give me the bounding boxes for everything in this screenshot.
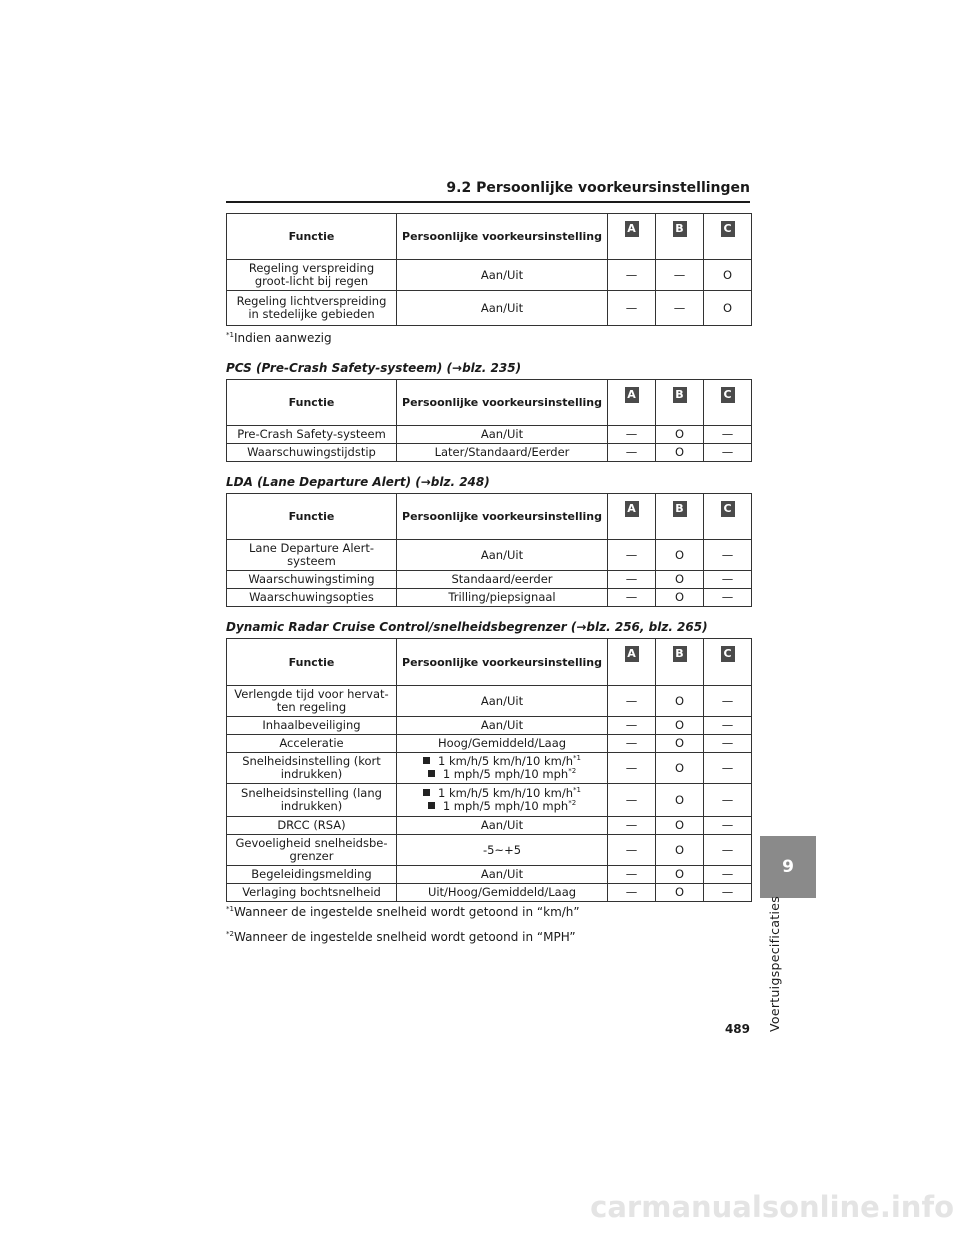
table-row: [227, 753, 752, 784]
lda-title: LDA (Lane Departure Alert) (→blz. 248): [226, 475, 490, 489]
table-row: [227, 444, 752, 462]
col-b-icon: B: [673, 221, 687, 237]
cell-b: O: [656, 835, 704, 866]
table-row: [227, 735, 752, 753]
cell-a: —: [608, 444, 656, 462]
footnote-mph: $^{*2}$Wanneer de ingestelde snelheid wordt getoond in “MPH”: [226, 930, 576, 944]
table-row: [227, 784, 752, 817]
chapter-tab: 9: [760, 836, 816, 898]
table-row: [227, 540, 752, 571]
cell-instelling: Aan/Uit: [397, 817, 608, 835]
cell-c: —: [704, 444, 752, 462]
cell-a: —: [608, 735, 656, 753]
header-functie: Functie: [227, 214, 397, 260]
cell-functie: Verlaging bochtsnelheid: [227, 884, 397, 902]
col-a-icon: A: [625, 221, 639, 237]
table-row: [227, 260, 752, 291]
cell-c: —: [704, 426, 752, 444]
cell-c: —: [704, 753, 752, 784]
cell-a: —: [608, 589, 656, 607]
cell-functie: Snelheidsinstelling (kort indrukken): [227, 753, 397, 784]
header-instelling: Persoonlijke voorkeursinstelling: [397, 639, 608, 686]
cell-a: —: [608, 817, 656, 835]
bullet-icon: [428, 770, 435, 777]
cell-instelling: Aan/Uit: [397, 260, 608, 291]
cell-b: O: [656, 589, 704, 607]
table-header-row: [227, 494, 752, 540]
cell-a: —: [608, 291, 656, 326]
cell-instelling: Aan/Uit: [397, 426, 608, 444]
cell-functie: Acceleratie: [227, 735, 397, 753]
header-rule: [226, 201, 750, 203]
cell-b: —: [656, 260, 704, 291]
cell-a: —: [608, 686, 656, 717]
cell-a: —: [608, 884, 656, 902]
table-header-row: [227, 639, 752, 686]
table-row: [227, 835, 752, 866]
col-b-icon: B: [673, 501, 687, 517]
drcc-table: [226, 638, 752, 902]
option-item: 1 km/h/5 km/h/10 $km/h^{*1}$: [401, 755, 603, 768]
watermark: carmanualsonline.info: [590, 1190, 954, 1224]
table-row: [227, 717, 752, 735]
cell-c: —: [704, 884, 752, 902]
header-functie: Functie: [227, 380, 397, 426]
col-a-icon: A: [625, 387, 639, 403]
lda-table: [226, 493, 752, 607]
cell-functie: Waarschuwingstiming: [227, 571, 397, 589]
cell-a: —: [608, 571, 656, 589]
cell-functie: Waarschuwingsopties: [227, 589, 397, 607]
cell-b: O: [656, 866, 704, 884]
cell-b: O: [656, 686, 704, 717]
table-header-row: [227, 380, 752, 426]
cell-b: O: [656, 817, 704, 835]
cell-instelling: Aan/Uit: [397, 686, 608, 717]
drcc-title: Dynamic Radar Cruise Control/snelheidsbegrenzer (→blz. 256, blz. 265): [226, 620, 708, 634]
cell-instelling: Standaard/eerder: [397, 571, 608, 589]
cell-functie: Snelheidsinstelling (lang indrukken): [227, 784, 397, 817]
table-row: [227, 571, 752, 589]
col-b-icon: B: [673, 387, 687, 403]
cell-functie: DRCC (RSA): [227, 817, 397, 835]
footnote-indien: $^{*1}$Indien aanwezig: [226, 331, 332, 345]
table-row: [227, 589, 752, 607]
cell-b: —: [656, 291, 704, 326]
pcs-table: [226, 379, 752, 462]
cell-a: —: [608, 866, 656, 884]
header-functie: Functie: [227, 639, 397, 686]
cell-c: —: [704, 589, 752, 607]
cell-instelling: [397, 784, 608, 817]
cell-a: —: [608, 426, 656, 444]
cell-c: —: [704, 784, 752, 817]
cell-instelling: Hoog/Gemiddeld/Laag: [397, 735, 608, 753]
cell-instelling: Aan/Uit: [397, 291, 608, 326]
cell-c: —: [704, 817, 752, 835]
cell-b: O: [656, 444, 704, 462]
cell-b: O: [656, 735, 704, 753]
option-item: 1 km/h/5 km/h/10 $km/h^{*1}$: [401, 787, 603, 800]
col-b-icon: B: [673, 646, 687, 662]
cell-functie: Regeling lichtverspreiding in stedelijke gebieden: [227, 291, 397, 326]
cell-a: —: [608, 753, 656, 784]
cell-c: O: [704, 260, 752, 291]
cell-functie: Gevoeligheid snelheidsbe-grenzer: [227, 835, 397, 866]
col-c-icon: C: [721, 646, 735, 662]
footnote-kmh: $^{*1}$Wanneer de ingestelde snelheid wordt getoond in “km/h”: [226, 905, 580, 919]
cell-instelling: -5~+5: [397, 835, 608, 866]
cell-c: —: [704, 571, 752, 589]
table-row: [227, 817, 752, 835]
cell-a: —: [608, 540, 656, 571]
option-item: 1 mph/5 mph/10 mph$^{*2}$: [401, 768, 603, 781]
option-item: 1 mph/5 mph/10 mph$^{*2}$: [401, 800, 603, 813]
section-header: 9.2 Persoonlijke voorkeursinstellingen: [446, 180, 750, 196]
cell-b: O: [656, 884, 704, 902]
page-number: 489: [724, 1022, 750, 1036]
table-row: [227, 686, 752, 717]
cell-c: —: [704, 717, 752, 735]
cell-a: —: [608, 784, 656, 817]
lighting-table: [226, 213, 752, 326]
header-instelling: Persoonlijke voorkeursinstelling: [397, 380, 608, 426]
col-a-icon: A: [625, 501, 639, 517]
col-c-icon: C: [721, 501, 735, 517]
cell-c: —: [704, 735, 752, 753]
cell-functie: Begeleidingsmelding: [227, 866, 397, 884]
cell-b: O: [656, 753, 704, 784]
cell-functie: Regeling verspreiding groot-licht bij regen: [227, 260, 397, 291]
cell-functie: Waarschuwingstijdstip: [227, 444, 397, 462]
cell-instelling: Later/Standaard/Eerder: [397, 444, 608, 462]
cell-a: —: [608, 717, 656, 735]
cell-c: O: [704, 291, 752, 326]
cell-c: —: [704, 686, 752, 717]
cell-c: —: [704, 835, 752, 866]
cell-a: —: [608, 835, 656, 866]
header-functie: Functie: [227, 494, 397, 540]
table-row: [227, 866, 752, 884]
chapter-label: Voertuigspecificaties: [767, 895, 782, 1032]
cell-b: O: [656, 784, 704, 817]
pcs-title: PCS (Pre-Crash Safety-systeem) (→blz. 235): [226, 361, 522, 375]
table-header-row: [227, 214, 752, 260]
bullet-icon: [423, 757, 430, 764]
cell-functie: Verlengde tijd voor hervat-ten regeling: [227, 686, 397, 717]
cell-instelling: [397, 753, 608, 784]
cell-b: O: [656, 540, 704, 571]
cell-b: O: [656, 426, 704, 444]
cell-functie: Pre-Crash Safety-systeem: [227, 426, 397, 444]
cell-c: —: [704, 866, 752, 884]
cell-functie: Inhaalbeveiliging: [227, 717, 397, 735]
cell-c: —: [704, 540, 752, 571]
cell-b: O: [656, 717, 704, 735]
cell-instelling: Aan/Uit: [397, 540, 608, 571]
table-row: [227, 291, 752, 326]
cell-functie: Lane Departure Alert-systeem: [227, 540, 397, 571]
col-c-icon: C: [721, 221, 735, 237]
col-c-icon: C: [721, 387, 735, 403]
col-a-icon: A: [625, 646, 639, 662]
cell-b: O: [656, 571, 704, 589]
cell-instelling: Uit/Hoog/Gemiddeld/Laag: [397, 884, 608, 902]
cell-instelling: Aan/Uit: [397, 717, 608, 735]
header-instelling: Persoonlijke voorkeursinstelling: [397, 214, 608, 260]
bullet-icon: [423, 789, 430, 796]
cell-instelling: Trilling/piepsignaal: [397, 589, 608, 607]
table-row: [227, 884, 752, 902]
bullet-icon: [428, 802, 435, 809]
cell-instelling: Aan/Uit: [397, 866, 608, 884]
table-row: [227, 426, 752, 444]
header-instelling: Persoonlijke voorkeursinstelling: [397, 494, 608, 540]
cell-a: —: [608, 260, 656, 291]
